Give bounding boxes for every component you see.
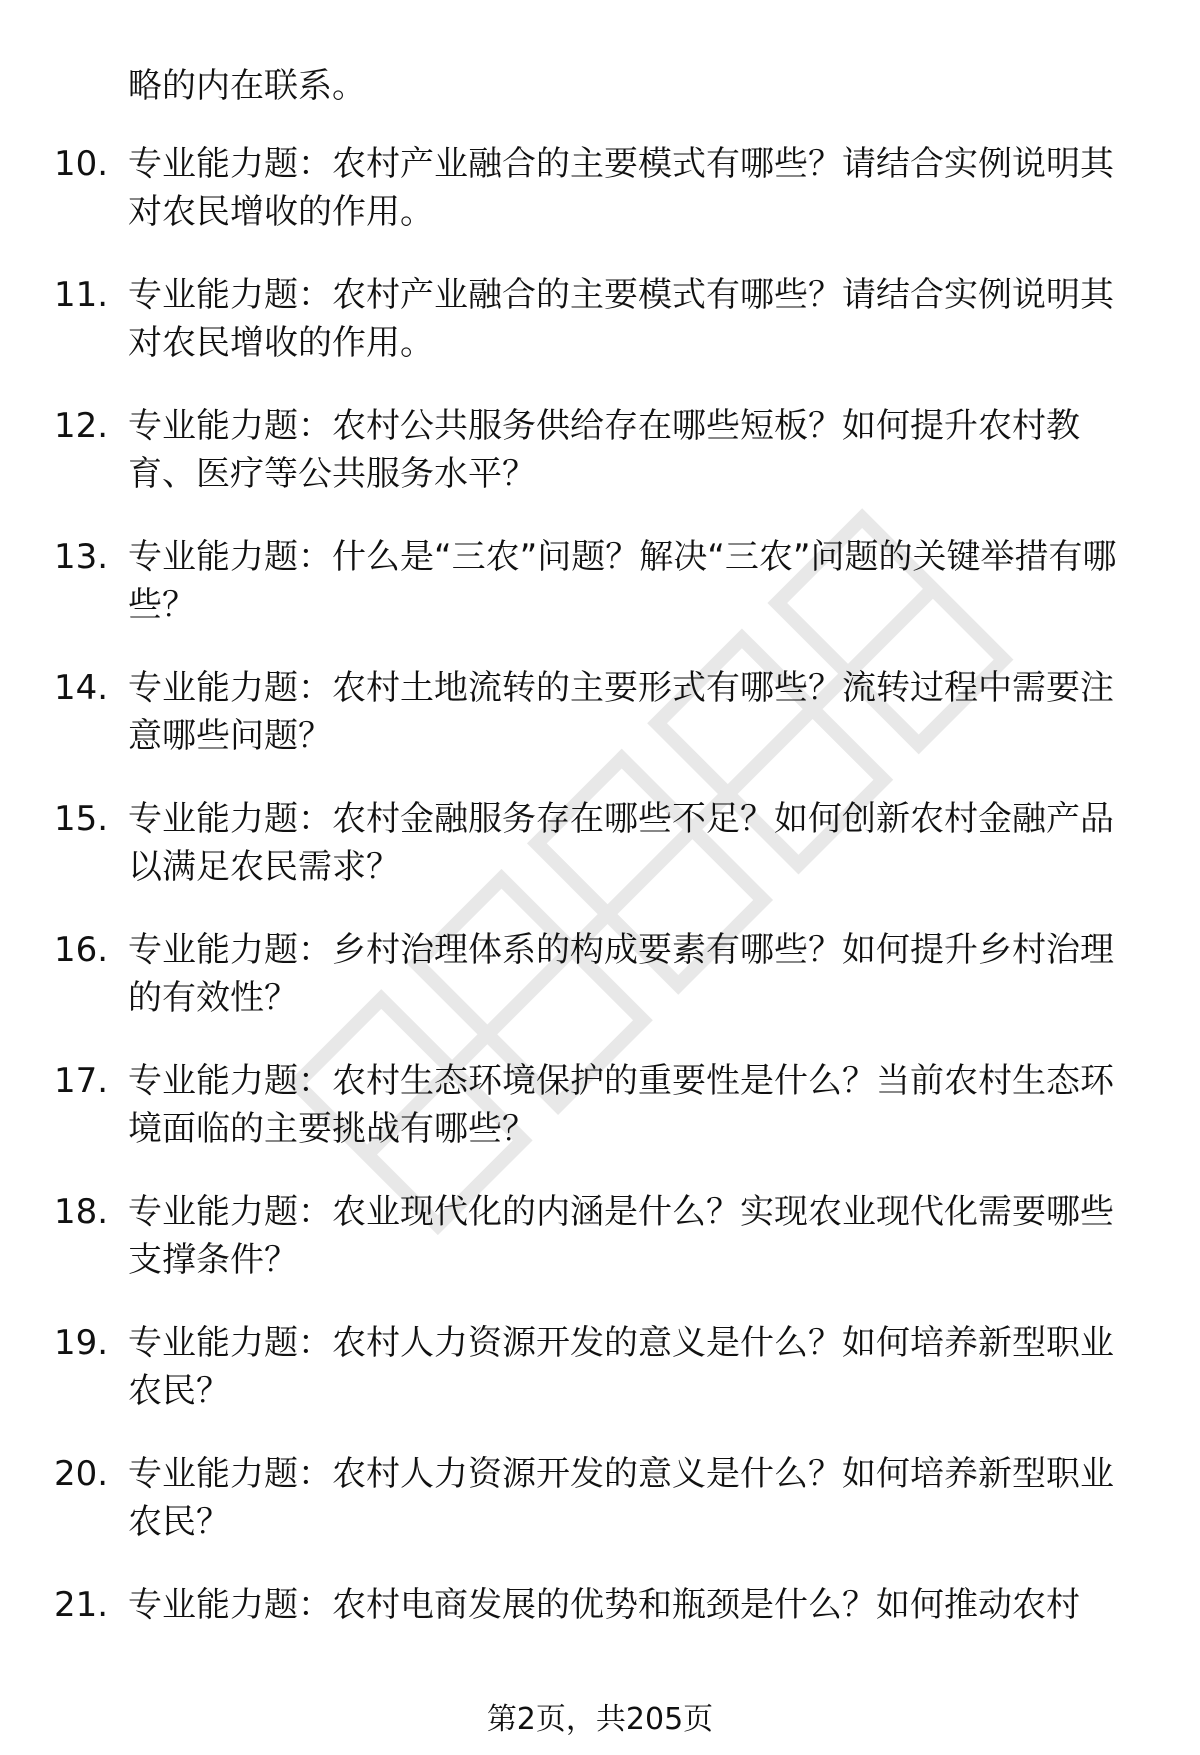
question-text: 专业能力题：农村人力资源开发的意义是什么？如何培养新型职业农民？: [128, 1323, 1114, 1411]
question-item: [0, 1450, 1200, 1581]
question-text: 专业能力题：农村土地流转的主要形式有哪些？流转过程中需要注意哪些问题？: [128, 668, 1114, 756]
question-text: 专业能力题：什么是“三农”问题？解决“三农”问题的关键举措有哪些？: [128, 537, 1117, 625]
question-item: [0, 1057, 1200, 1188]
question-number: 15.: [54, 799, 109, 839]
question-text: 专业能力题：农业现代化的内涵是什么？实现农业现代化需要哪些支撑条件？: [128, 1192, 1114, 1280]
question-text: 专业能力题：乡村治理体系的构成要素有哪些？如何提升乡村治理的有效性？: [128, 930, 1114, 1018]
question-text: 专业能力题：农村生态环境保护的重要性是什么？当前农村生态环境面临的主要挑战有哪些？: [128, 1061, 1114, 1149]
question-number: 12.: [54, 406, 109, 446]
question-text: 专业能力题：农村人力资源开发的意义是什么？如何培养新型职业农民？: [128, 1454, 1114, 1542]
question-item: [0, 402, 1200, 533]
page-footer: 第2页，共205页: [486, 1702, 714, 1737]
question-text: 专业能力题：农村产业融合的主要模式有哪些？请结合实例说明其对农民增收的作用。: [128, 275, 1114, 363]
question-number: 11.: [54, 275, 109, 315]
question-number: 16.: [54, 930, 109, 970]
question-number: 13.: [54, 537, 109, 577]
question-item: [0, 1319, 1200, 1450]
question-number: 18.: [54, 1192, 109, 1232]
question-item: [0, 1188, 1200, 1319]
question-number: 19.: [54, 1323, 109, 1363]
continuation-text: 略的内在联系。: [128, 66, 366, 106]
question-item: [0, 533, 1200, 664]
question-item: [0, 271, 1200, 402]
question-text: 专业能力题：农村金融服务存在哪些不足？如何创新农村金融产品以满足农民需求？: [128, 799, 1114, 887]
question-item: [0, 795, 1200, 926]
question-list: [0, 140, 1200, 1712]
question-number: 10.: [54, 144, 109, 184]
question-number: 21.: [54, 1585, 109, 1625]
question-text: 专业能力题：农村产业融合的主要模式有哪些？请结合实例说明其对农民增收的作用。: [128, 144, 1114, 232]
question-number: 20.: [54, 1454, 109, 1494]
question-number: 14.: [54, 668, 109, 708]
question-text: 专业能力题：农村电商发展的优势和瓶颈是什么？如何推动农村: [128, 1585, 1080, 1625]
question-item: [0, 1581, 1200, 1712]
question-text: 专业能力题：农村公共服务供给存在哪些短板？如何提升农村教育、医疗等公共服务水平？: [128, 406, 1080, 494]
question-item: [0, 926, 1200, 1057]
question-item: [0, 664, 1200, 795]
question-item: [0, 140, 1200, 271]
question-number: 17.: [54, 1061, 109, 1101]
